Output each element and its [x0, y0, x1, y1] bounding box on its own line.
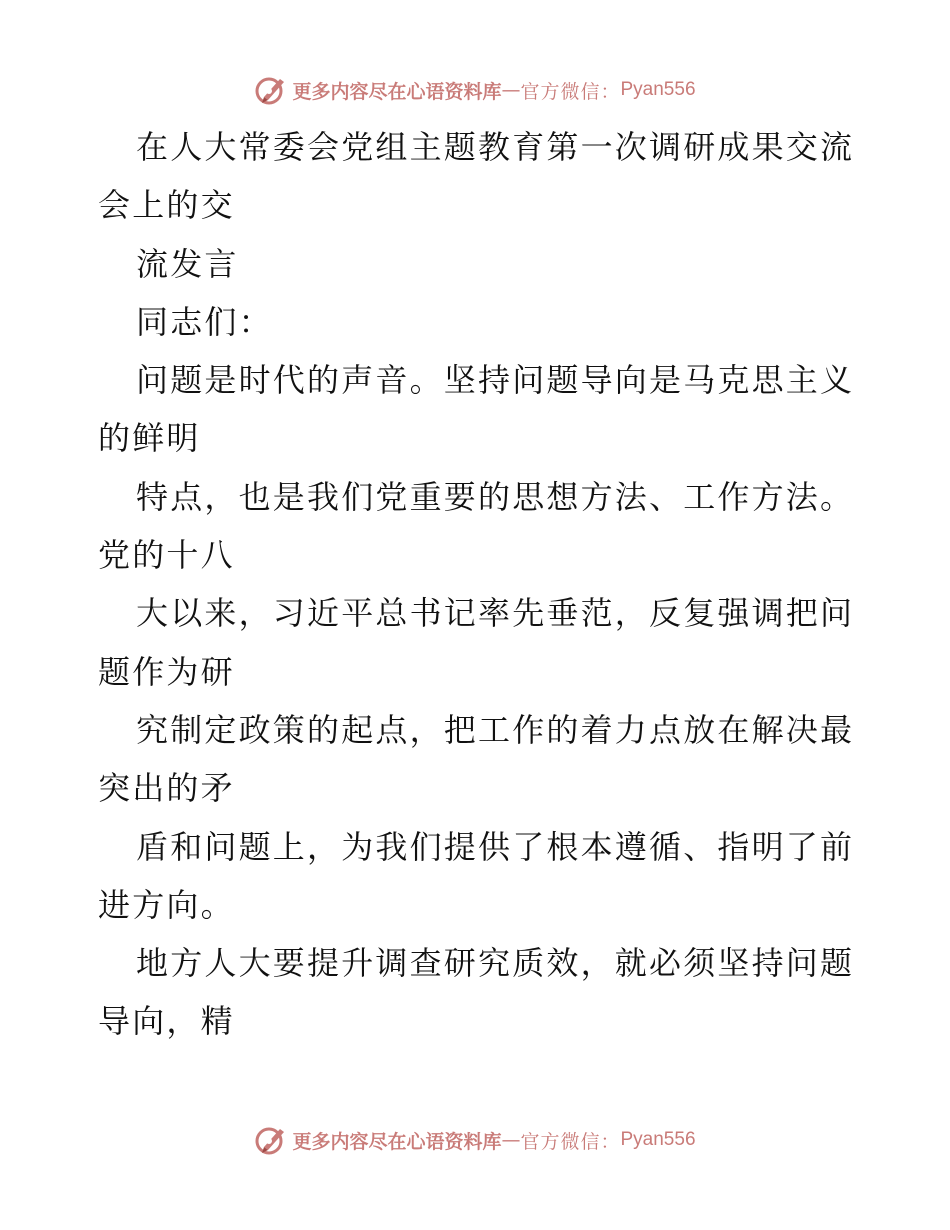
document-body [98, 118, 858, 1051]
text-line: 突出的矛 [98, 769, 235, 808]
text-line: 特点，也是我们党重要的思想方法、工作方法。 [136, 477, 855, 516]
header-wechat-id: Pyan556 [620, 79, 696, 100]
text-line: 导向，精 [98, 1002, 235, 1041]
footer-wechat-label: 官方微信： [520, 1130, 621, 1153]
text-line: 党的十八 [98, 536, 235, 575]
header-wechat-label: 官方微信： [520, 80, 621, 103]
footer-dash: — [501, 1129, 521, 1151]
text-line: 在人大常委会党组主题教育第一次调研成果交流 [136, 128, 855, 166]
text-line: 题作为研 [98, 652, 235, 691]
text-line: 流发言 [136, 244, 239, 283]
header-watermark [0, 70, 950, 110]
header-dash: — [501, 79, 521, 101]
pen-logo-icon [254, 1123, 288, 1157]
text-line: 进方向。 [98, 885, 235, 924]
footer-watermark [0, 1120, 950, 1160]
text-line: 问题是时代的声音。坚持问题导向是马克思主义 [136, 361, 855, 400]
footer-promo-text: 更多内容尽在心语资料库 [292, 1130, 502, 1153]
text-line: 同志们： [136, 302, 273, 341]
text-line: 的鲜明 [98, 419, 201, 458]
text-line: 大以来，习近平总书记率先垂范，反复强调把问 [136, 594, 855, 633]
text-line: 究制定政策的起点，把工作的着力点放在解决最 [136, 710, 855, 749]
text-line: 会上的交 [98, 186, 235, 225]
text-line: 盾和问题上，为我们提供了根本遵循、指明了前 [136, 827, 855, 866]
pen-logo-icon [254, 73, 288, 107]
text-line: 地方人大要提升调查研究质效，就必须坚持问题 [136, 944, 855, 983]
footer-wechat-id: Pyan556 [620, 1129, 696, 1150]
header-promo-text: 更多内容尽在心语资料库 [292, 80, 502, 103]
